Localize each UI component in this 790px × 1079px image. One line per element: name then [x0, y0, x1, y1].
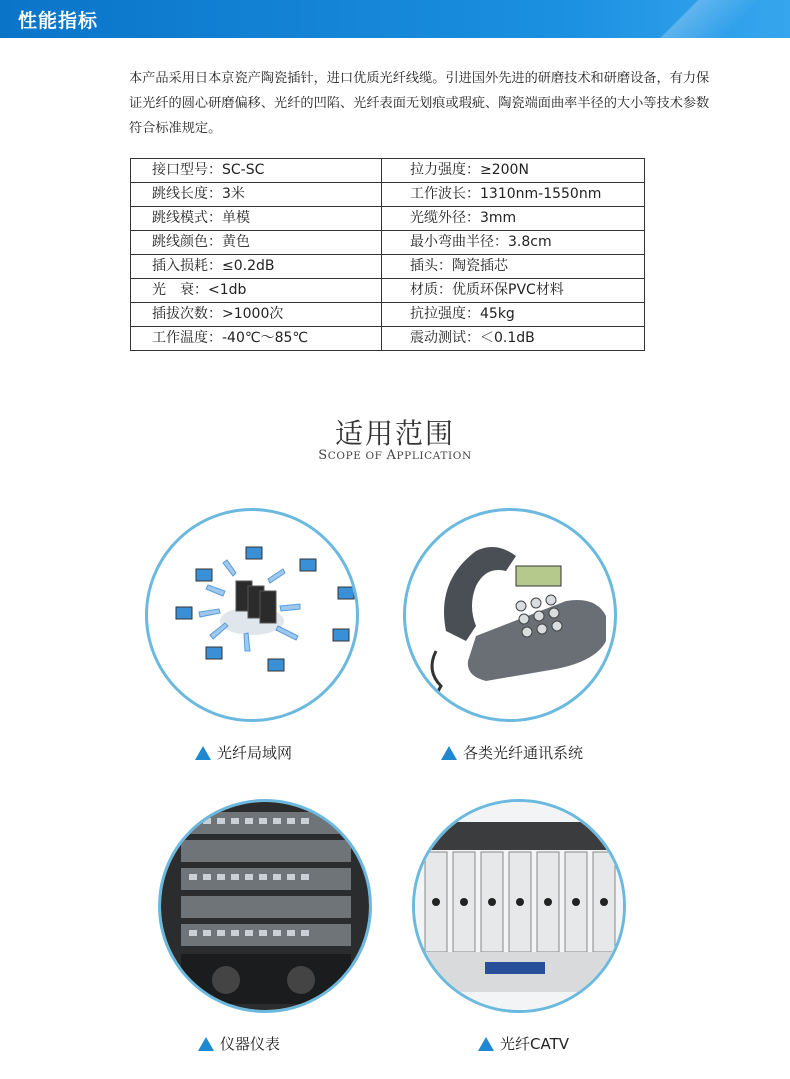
table-row	[131, 207, 645, 231]
triangle-icon	[478, 1037, 494, 1051]
application-caption	[478, 1033, 569, 1054]
spec-cell: 光缆外径：3mm	[382, 207, 645, 231]
spec-cell: 最小弯曲半径：3.8cm	[382, 231, 645, 255]
application-subtitle	[0, 448, 790, 463]
spec-cell: 跳线模式：单模	[131, 207, 382, 231]
triangle-icon	[195, 746, 211, 760]
spec-cell: 工作温度：-40℃～85℃	[131, 327, 382, 351]
spec-cell: 抗拉强度：45kg	[382, 303, 645, 327]
subtitle-part: PPLICATION	[396, 450, 472, 462]
intro-paragraph: 本产品采用日本京瓷产陶瓷插针，进口优质光纤线缆。引进国外先进的研磨技术和研磨设备，有力保证光纤的圆心研磨偏移、光纤的凹陷、光纤表面无划痕或瑕疵、陶瓷端面曲率半径的大小等技术参数符合标准规定。	[129, 71, 710, 136]
application-caption	[441, 742, 583, 763]
caption-label: 光纤局域网	[217, 744, 293, 762]
table-row	[131, 327, 645, 351]
caption-label: 各类光纤通讯系统	[463, 744, 584, 762]
spec-cell: 光 衰：<1db	[131, 279, 382, 303]
header-bar	[0, 0, 790, 38]
spec-cell: 跳线长度：3米	[131, 183, 382, 207]
table-row	[131, 231, 645, 255]
application-title: 适用范围	[334, 417, 455, 450]
caption-label: 光纤CATV	[500, 1035, 569, 1053]
subtitle-initial: A	[386, 448, 397, 463]
application-caption	[195, 742, 292, 763]
spec-cell: 拉力强度：≥200N	[382, 159, 645, 183]
triangle-icon	[441, 746, 457, 760]
triangle-icon	[198, 1037, 214, 1051]
subtitle-initial: S	[318, 448, 328, 463]
spec-cell: 材质：优质环保PVC材料	[382, 279, 645, 303]
application-caption	[198, 1033, 280, 1054]
spec-cell: 接口型号：SC-SC	[131, 159, 382, 183]
catv-platform-icon	[412, 799, 626, 1013]
section-heading: 性能指标	[18, 10, 99, 32]
subtitle-part: COPE OF	[327, 450, 387, 462]
table-row	[131, 159, 645, 183]
spec-cell: 跳线颜色：黄色	[131, 231, 382, 255]
header-decoration	[610, 0, 790, 38]
telephone-icon	[403, 508, 617, 722]
table-row	[131, 255, 645, 279]
spec-cell: 插入损耗：≤0.2dB	[131, 255, 382, 279]
table-row	[131, 279, 645, 303]
spec-cell: 插头：陶瓷插芯	[382, 255, 645, 279]
table-row	[131, 303, 645, 327]
spec-cell: 工作波长：1310nm-1550nm	[382, 183, 645, 207]
instrument-rack-icon	[158, 799, 372, 1013]
table-row	[131, 183, 645, 207]
lan-network-icon	[145, 508, 359, 722]
spec-cell: 震动测试：＜0.1dB	[382, 327, 645, 351]
spec-cell: 插拔次数：>1000次	[131, 303, 382, 327]
spec-table	[130, 158, 645, 351]
caption-label: 仪器仪表	[220, 1035, 281, 1053]
